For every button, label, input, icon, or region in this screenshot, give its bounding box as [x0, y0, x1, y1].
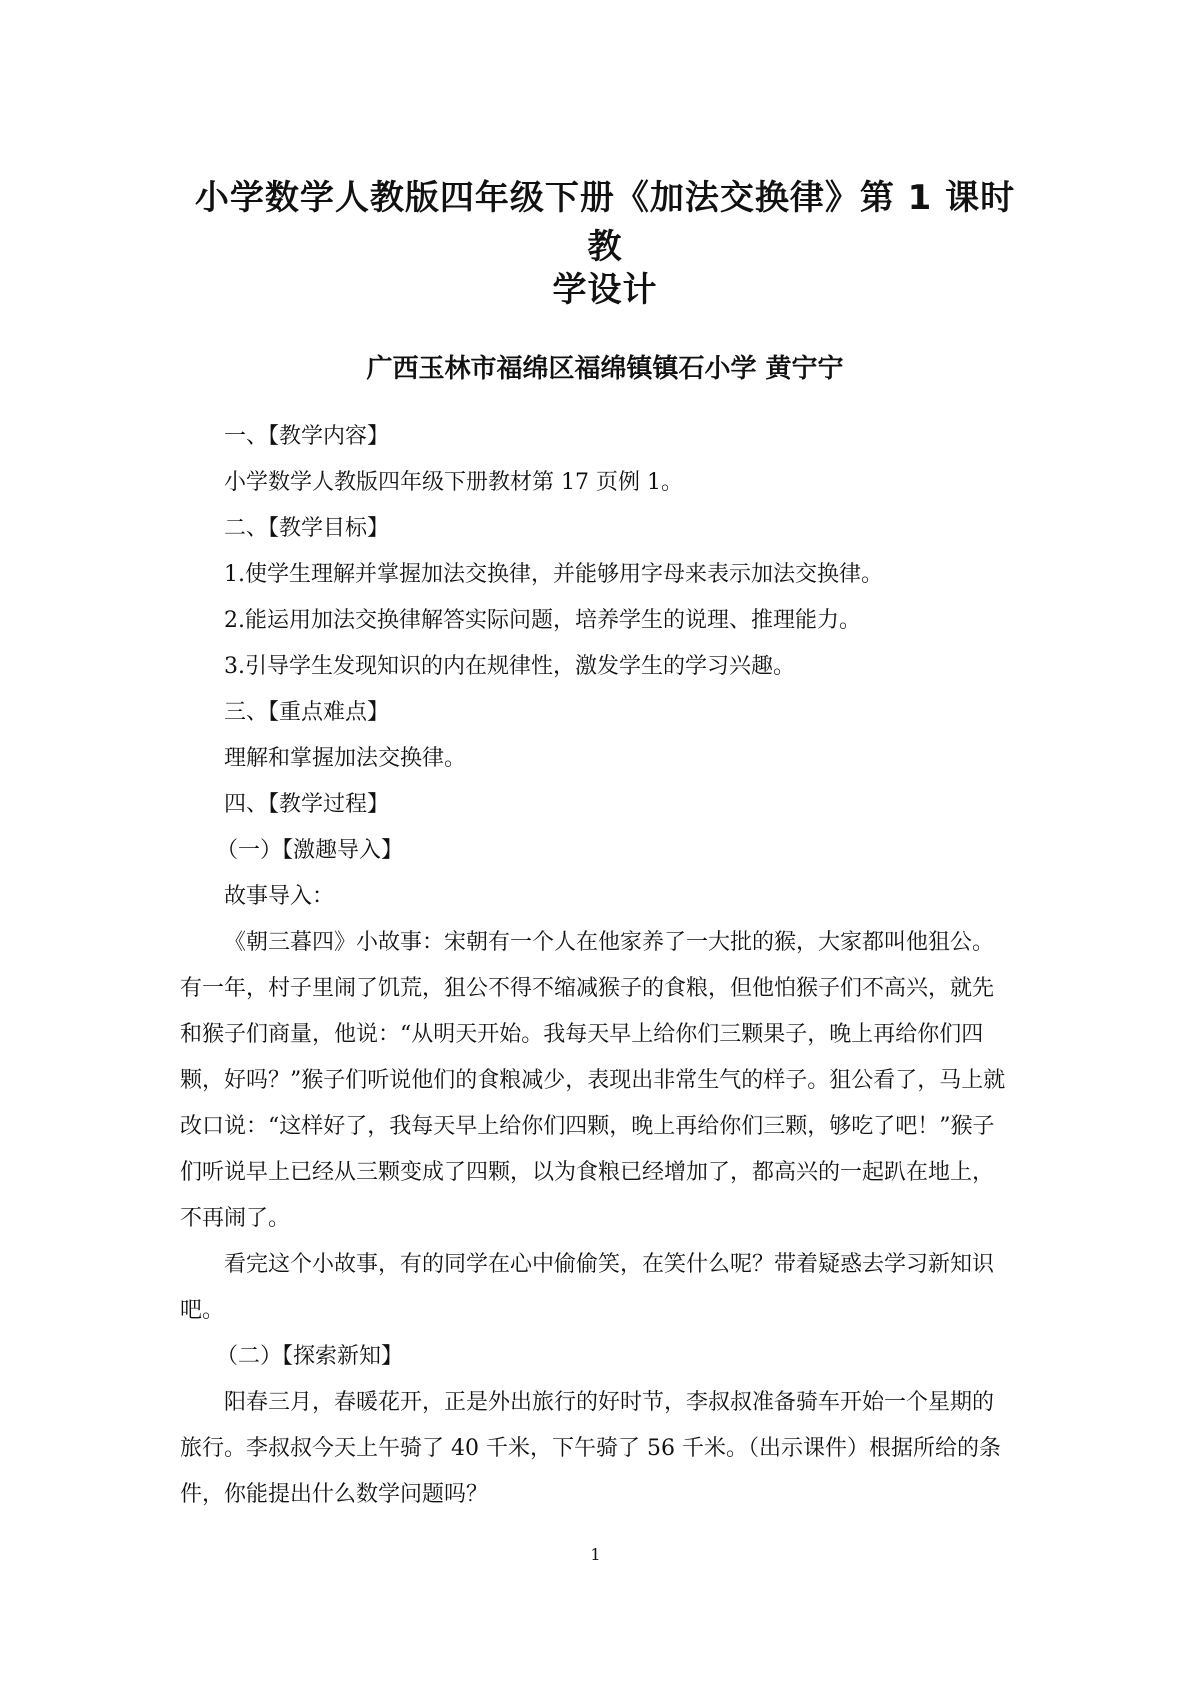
part-2-heading: （二）【探索新知】: [216, 1344, 404, 1369]
author-line: 广西玉林市福绵区福绵镇镇石小学 黄宁宁: [366, 354, 844, 384]
section-1-text: 小学数学人教版四年级下册教材第 17 页例 1。: [224, 470, 683, 495]
document-title-line-2: 学设计: [552, 270, 658, 310]
document-body: [180, 414, 1012, 1518]
goal-2: 2.能运用加法交换律解答实际问题，培养学生的说理、推理能力。: [224, 608, 861, 633]
part-1-heading: （一）【激趣导入】: [216, 838, 404, 863]
section-4-heading: 四、【教学过程】: [224, 792, 390, 817]
story-question-paragraph: 看完这个小故事，有的同学在心中偷偷笑，在笑什么呢？带着疑惑去学习新知识吧。: [180, 1252, 995, 1323]
document-title-line-1: 小学数学人教版四年级下册《加法交换律》第 1 课时教: [194, 178, 1016, 267]
section-3-heading: 三、【重点难点】: [224, 700, 390, 725]
goal-1: 1.使学生理解并掌握加法交换律，并能够用字母来表示加法交换律。: [224, 562, 883, 587]
goal-3: 3.引导学生发现知识的内在规律性，激发学生的学习兴趣。: [224, 654, 795, 679]
page-number: 1: [590, 1545, 601, 1564]
story-paragraph: 《朝三暮四》小故事：宋朝有一个人在他家养了一大批的猴，大家都叫他狙公。有一年，村子里闹了饥荒，狙公不得不缩减猴子的食粮，但他怕猴子们不高兴，就先和猴子们商量，他说：“从明天开始。我每天早上给你们三颗果子，晚上再给你们四颗，好吗？”猴子们听说他们的食粮减少，表现出非常生气的样子。狙公看了，马上就改口说：“这样好了，我每天早上给你们四颗，晚上再给你们三颗，够吃了吧！”猴子们听说早上已经从三颗变成了四颗，以为食粮已经增加了，都高兴的一起趴在地上，不再闹了。: [180, 930, 1006, 1231]
explore-paragraph: 阳春三月，春暖花开，正是外出旅行的好时节，李叔叔准备骑车开始一个星期的旅行。李叔叔今天上午骑了 40 千米，下午骑了 56 千米。（出示课件）根据所给的条件，你能提出什么数学问题吗？: [180, 1390, 1001, 1507]
section-3-text: 理解和掌握加法交换律。: [224, 746, 467, 771]
section-2-heading: 二、【教学目标】: [224, 516, 390, 541]
part-1-lead: 故事导入：: [224, 884, 335, 909]
section-1-heading: 一、【教学内容】: [224, 424, 390, 449]
